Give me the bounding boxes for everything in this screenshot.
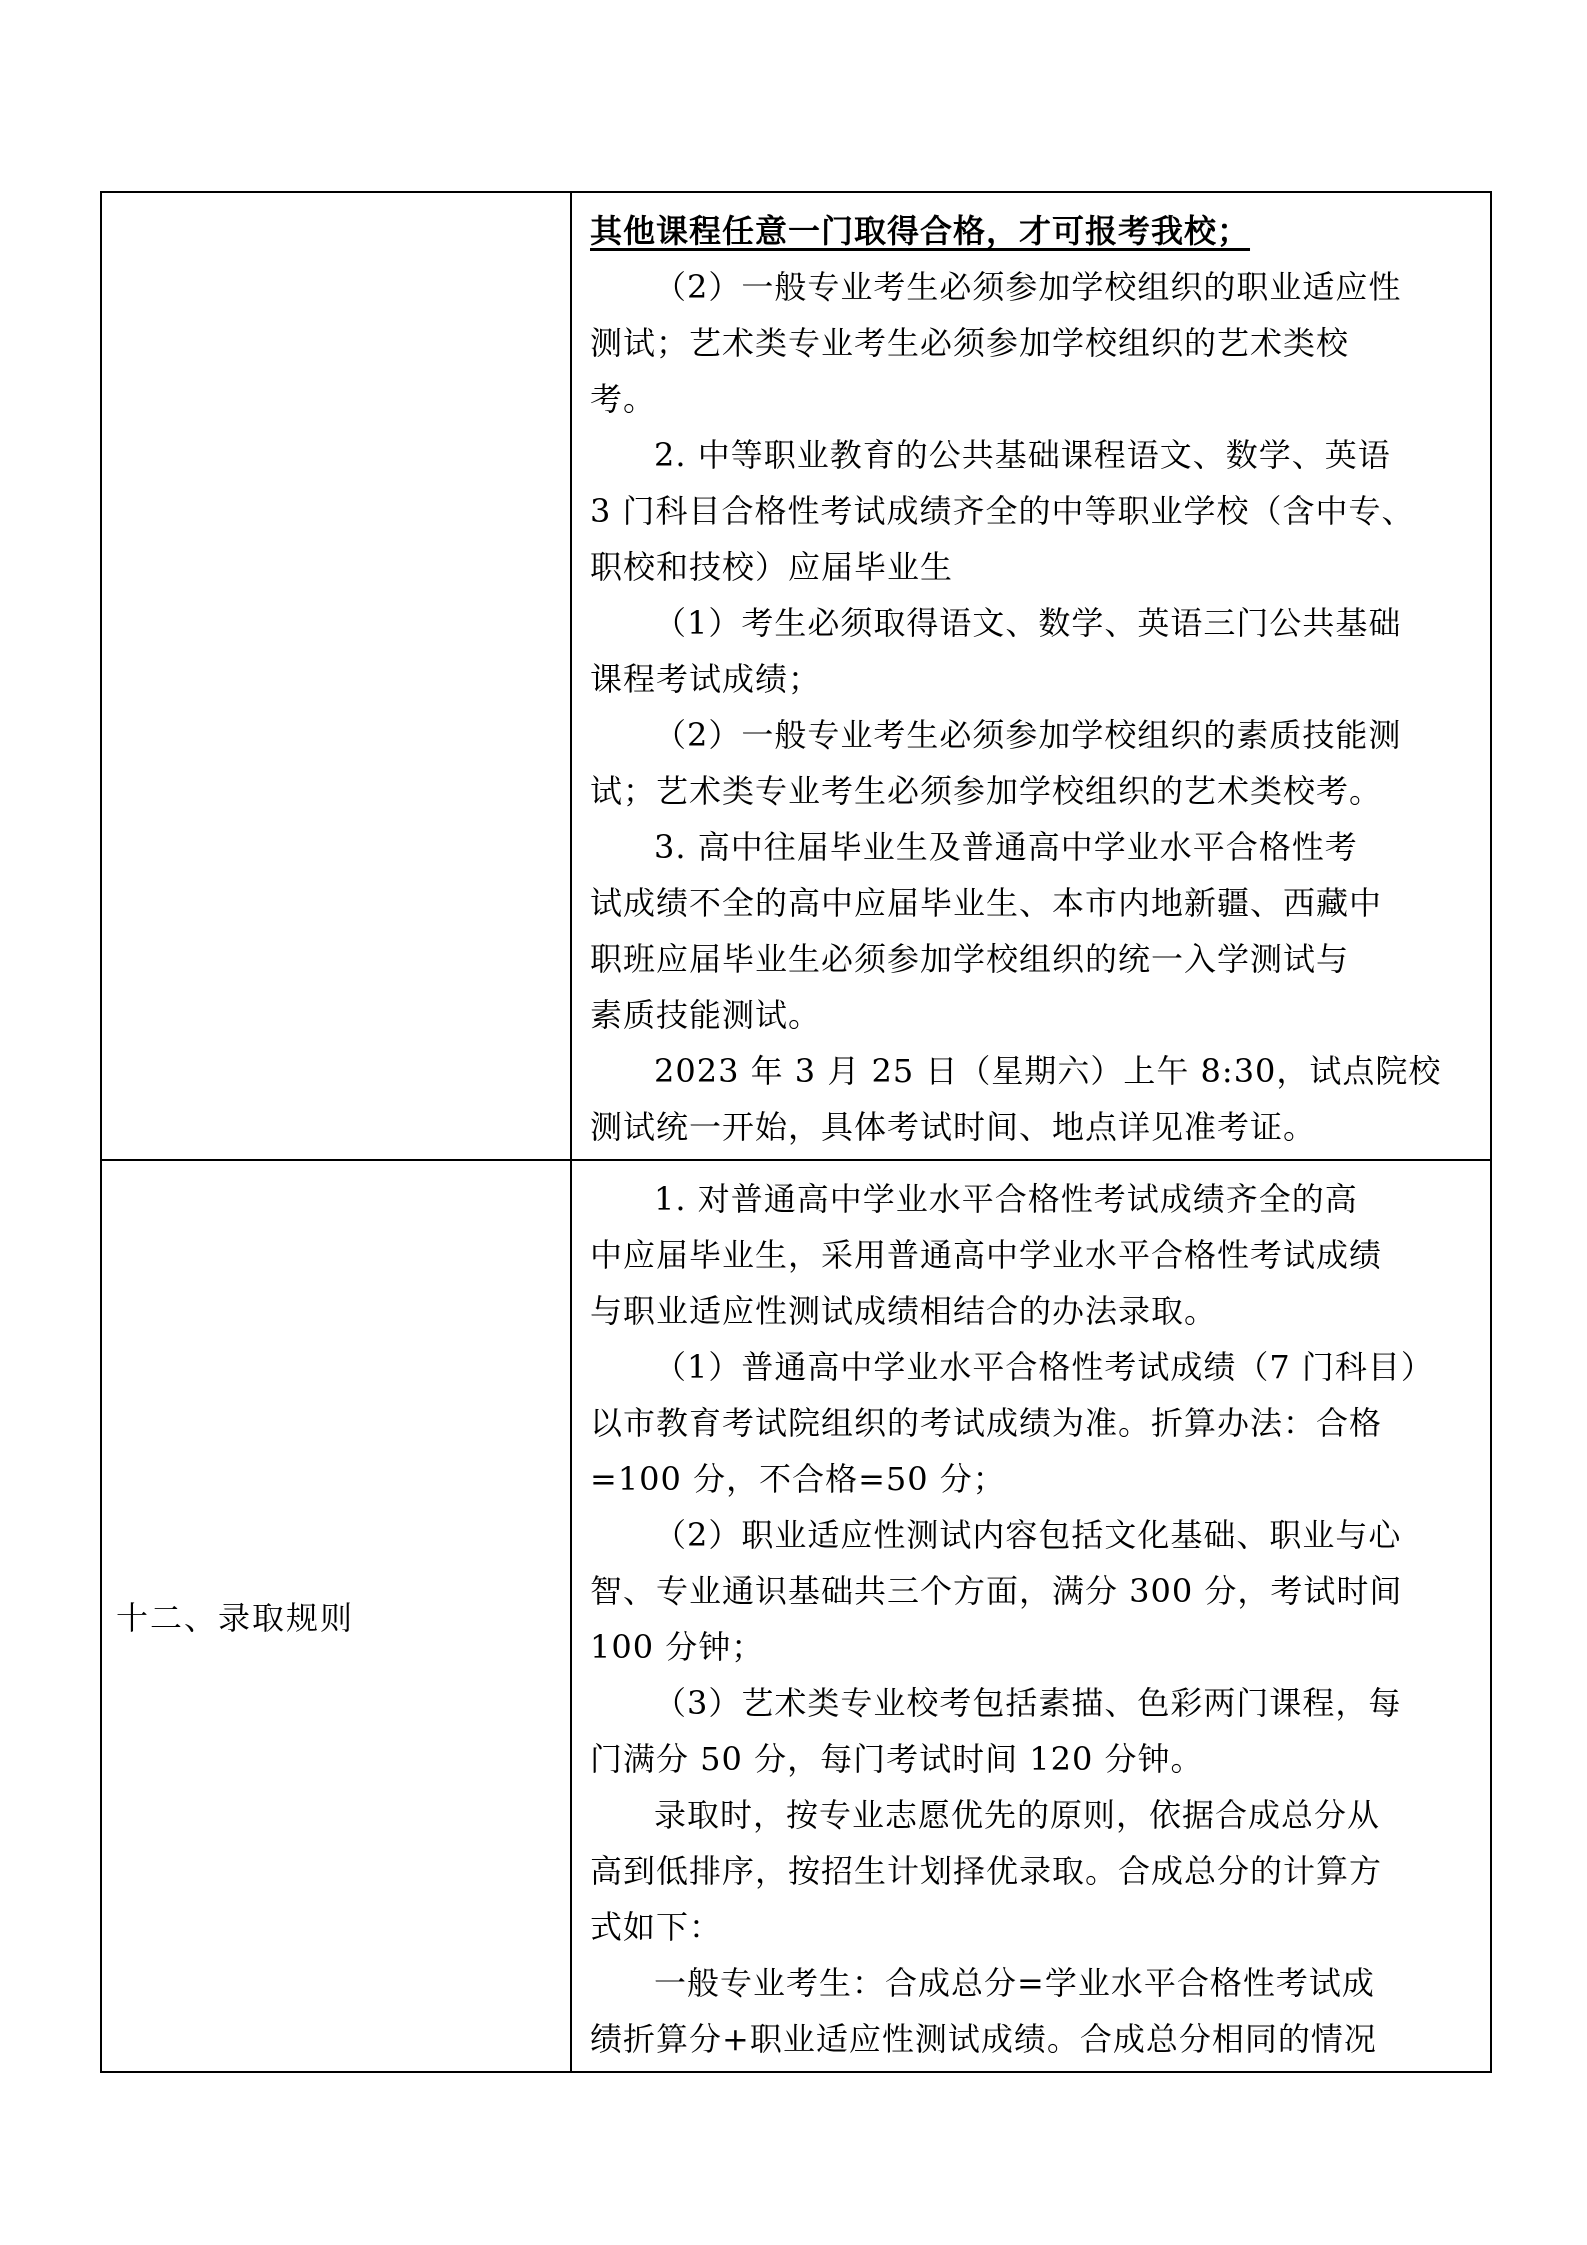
row-content: [572, 1161, 1490, 2071]
text-line: （2）一般专业考生必须参加学校组织的素质技能测: [654, 716, 1402, 754]
text-line: （2）一般专业考生必须参加学校组织的职业适应性: [654, 268, 1402, 306]
text-line: 2. 中等职业教育的公共基础课程语文、数学、英语: [654, 436, 1391, 474]
row-label-cell: [101, 1160, 571, 2072]
text-line: 职校和技校）应届毕业生: [590, 548, 954, 586]
text-line: 2023 年 3 月 25 日（星期六）上午 8:30，试点院校: [654, 1052, 1442, 1090]
row-content: [572, 193, 1490, 1159]
text-line: =100 分，不合格=50 分；: [590, 1460, 1006, 1498]
text-line: 试成绩不全的高中应届毕业生、本市内地新疆、西藏中: [590, 884, 1383, 922]
text-line: 1. 对普通高中学业水平合格性考试成绩齐全的高: [654, 1180, 1358, 1218]
admission-table: [100, 191, 1492, 2073]
text-line: 3. 高中往届毕业生及普通高中学业水平合格性考: [654, 828, 1358, 866]
row-label-cell: [101, 192, 571, 1160]
text-line: 录取时，按专业志愿优先的原则，依据合成总分从: [654, 1796, 1381, 1834]
text-line: 职班应届毕业生必须参加学校组织的统一入学测试与: [590, 940, 1350, 978]
text-line: 智、专业通识基础共三个方面，满分 300 分，考试时间: [590, 1572, 1403, 1610]
text-line: 考。: [590, 380, 657, 418]
table-row: [101, 192, 1491, 1160]
table-body: [101, 192, 1491, 2072]
text-line: 以市教育考试院组织的考试成绩为准。折算办法：合格: [590, 1404, 1383, 1442]
text-line: （3）艺术类专业校考包括素描、色彩两门课程，每: [654, 1684, 1402, 1722]
text-line: （1）普通高中学业水平合格性考试成绩（7 门科目）: [654, 1348, 1434, 1386]
text-line: 素质技能测试。: [590, 996, 822, 1034]
text-line: （2）职业适应性测试内容包括文化基础、职业与心: [654, 1516, 1402, 1554]
row-content-cell: [571, 1160, 1491, 2072]
table-row: [101, 1160, 1491, 2072]
text-line: 100 分钟；: [590, 1628, 765, 1666]
text-line: 门满分 50 分，每门考试时间 120 分钟。: [590, 1740, 1204, 1778]
text-line: 试；艺术类专业考生必须参加学校组织的艺术类校考。: [590, 772, 1383, 810]
text-line: 测试统一开始，具体考试时间、地点详见准考证。: [590, 1108, 1317, 1146]
text-line: 高到低排序，按招生计划择优录取。合成总分的计算方: [590, 1852, 1383, 1890]
text-line: 3 门科目合格性考试成绩齐全的中等职业学校（含中专、: [590, 492, 1415, 530]
text-line: 绩折算分+职业适应性测试成绩。合成总分相同的情况: [590, 2020, 1377, 2058]
text-line: 与职业适应性测试成绩相结合的办法录取。: [590, 1292, 1218, 1330]
text-line: （1）考生必须取得语文、数学、英语三门公共基础: [654, 604, 1402, 642]
text-line: 课程考试成绩；: [590, 660, 822, 698]
text-line: 一般专业考生：合成总分=学业水平合格性考试成: [654, 1964, 1375, 2002]
row-content-cell: [571, 192, 1491, 1160]
text-line: 其他课程任意一门取得合格，才可报考我校；: [590, 212, 1251, 250]
text-line: 式如下：: [590, 1908, 723, 1946]
text-line: 中应届毕业生，采用普通高中学业水平合格性考试成绩: [590, 1236, 1383, 1274]
row-label: 十二、录取规则: [116, 1599, 355, 1637]
text-line: 测试；艺术类专业考生必须参加学校组织的艺术类校: [590, 324, 1350, 362]
